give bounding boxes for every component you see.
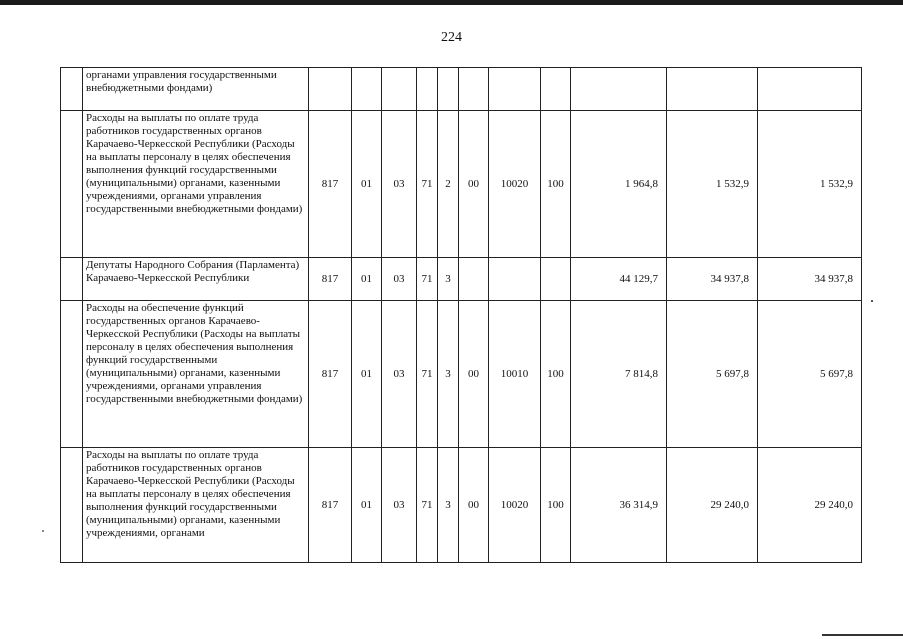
amount-2023-cell: 7 814,8 <box>571 301 667 448</box>
expense-type-code-cell <box>541 68 571 111</box>
subsection-code-cell: 03 <box>382 111 417 258</box>
subprogram-code-cell: 3 <box>438 301 459 448</box>
budget-table <box>60 67 862 563</box>
table-row <box>61 448 862 563</box>
amount-2023-cell <box>571 68 667 111</box>
expense-type-code-cell: 100 <box>541 448 571 563</box>
table-body <box>61 68 862 563</box>
table-row <box>61 258 862 301</box>
expense-code-cell <box>489 68 541 111</box>
expense-type-code-cell <box>541 258 571 301</box>
table-row <box>61 301 862 448</box>
row-number-cell <box>61 258 83 301</box>
direction-code-cell: 00 <box>459 301 489 448</box>
scan-speck <box>42 530 44 532</box>
description-cell: Депутаты Народного Собрания (Парламента) Карачаево-Черкесской Республики <box>83 258 309 301</box>
amount-2024-cell: 34 937,8 <box>667 258 758 301</box>
amount-2024-cell: 1 532,9 <box>667 111 758 258</box>
section-code-cell: 01 <box>352 111 382 258</box>
amount-2025-cell: 5 697,8 <box>758 301 862 448</box>
expense-code-cell: 10020 <box>489 111 541 258</box>
program-code-cell <box>417 68 438 111</box>
table-row <box>61 111 862 258</box>
subsection-code-cell: 03 <box>382 448 417 563</box>
program-code-cell: 71 <box>417 258 438 301</box>
amount-2025-cell: 34 937,8 <box>758 258 862 301</box>
description-cell: Расходы на выплаты по оплате труда работников государственных органов Карачаево-Черкесской Республики (Расходы на выплаты персоналу в целях обеспечения выполнения функций государственными (муниципальными) органами, казенными учреждениями, органами управления государственными внебюджетными фондами) <box>83 111 309 258</box>
subprogram-code-cell: 3 <box>438 258 459 301</box>
scan-top-edge <box>0 0 903 5</box>
amount-2024-cell: 5 697,8 <box>667 301 758 448</box>
program-code-cell: 71 <box>417 301 438 448</box>
program-code-cell: 71 <box>417 448 438 563</box>
grbs-code-cell: 817 <box>309 258 352 301</box>
subsection-code-cell: 03 <box>382 301 417 448</box>
expense-code-cell: 10020 <box>489 448 541 563</box>
direction-code-cell <box>459 68 489 111</box>
amount-2023-cell: 36 314,9 <box>571 448 667 563</box>
description-cell: Расходы на обеспечение функций государственных органов Карачаево-Черкесской Республики (Расходы на выплаты персоналу в целях обеспечения выполнения функций государственными (муниципальными) органами, казенными учреждениями, органами управления государственными внебюджетными фондами) <box>83 301 309 448</box>
grbs-code-cell: 817 <box>309 448 352 563</box>
amount-2025-cell: 29 240,0 <box>758 448 862 563</box>
amount-2025-cell <box>758 68 862 111</box>
expense-code-cell: 10010 <box>489 301 541 448</box>
amount-2024-cell: 29 240,0 <box>667 448 758 563</box>
page-number: 224 <box>441 30 462 45</box>
subprogram-code-cell: 3 <box>438 448 459 563</box>
scan-bottom-rule <box>822 634 903 636</box>
expense-code-cell <box>489 258 541 301</box>
row-number-cell <box>61 448 83 563</box>
row-number-cell <box>61 111 83 258</box>
section-code-cell: 01 <box>352 301 382 448</box>
expense-type-code-cell: 100 <box>541 301 571 448</box>
section-code-cell: 01 <box>352 448 382 563</box>
section-code-cell: 01 <box>352 258 382 301</box>
grbs-code-cell: 817 <box>309 111 352 258</box>
grbs-code-cell <box>309 68 352 111</box>
description-cell: органами управления государственными внебюджетными фондами) <box>83 68 309 111</box>
scan-speck <box>871 300 873 302</box>
table-row <box>61 68 862 111</box>
amount-2025-cell: 1 532,9 <box>758 111 862 258</box>
subsection-code-cell: 03 <box>382 258 417 301</box>
amount-2024-cell <box>667 68 758 111</box>
subsection-code-cell <box>382 68 417 111</box>
expense-type-code-cell: 100 <box>541 111 571 258</box>
amount-2023-cell: 1 964,8 <box>571 111 667 258</box>
row-number-cell <box>61 301 83 448</box>
row-number-cell <box>61 68 83 111</box>
direction-code-cell <box>459 258 489 301</box>
subprogram-code-cell <box>438 68 459 111</box>
amount-2023-cell: 44 129,7 <box>571 258 667 301</box>
subprogram-code-cell: 2 <box>438 111 459 258</box>
direction-code-cell: 00 <box>459 111 489 258</box>
direction-code-cell: 00 <box>459 448 489 563</box>
section-code-cell <box>352 68 382 111</box>
description-cell: Расходы на выплаты по оплате труда работников государственных органов Карачаево-Черкесской Республики (Расходы на выплаты персоналу в целях обеспечения выполнения функций государственными (муниципальными) органами, казенными учреждениями, органами <box>83 448 309 563</box>
grbs-code-cell: 817 <box>309 301 352 448</box>
program-code-cell: 71 <box>417 111 438 258</box>
